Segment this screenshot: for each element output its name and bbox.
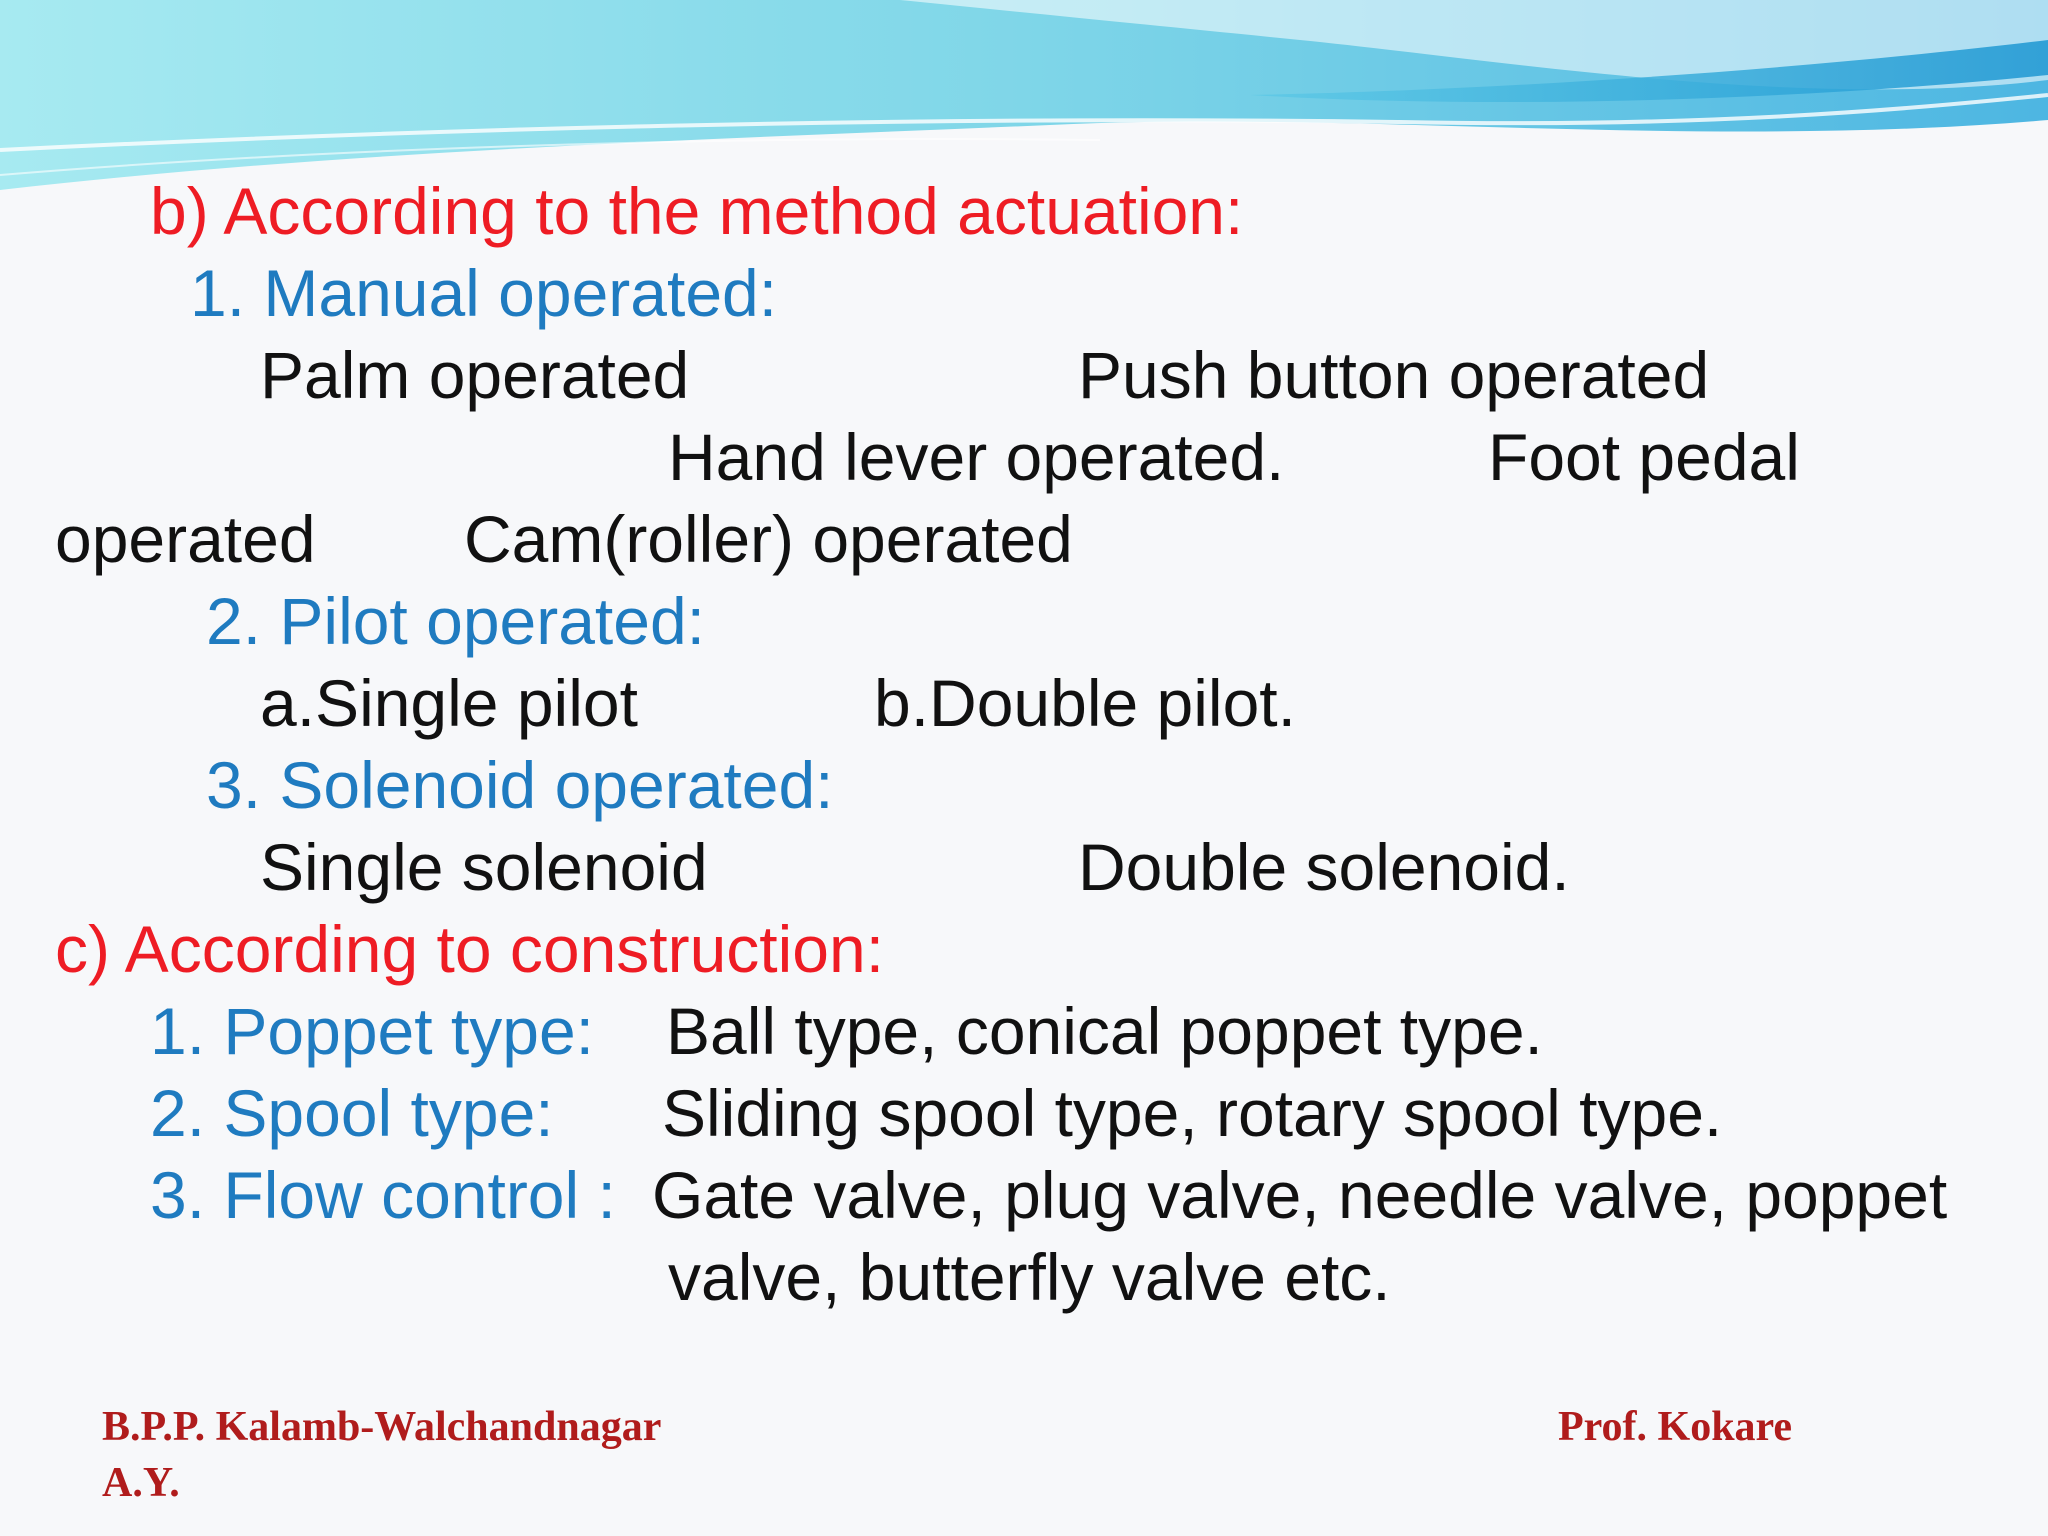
item-double-solenoid: Double solenoid.	[1078, 830, 1570, 904]
item-hand-lever-operated: Hand lever operated.	[668, 420, 1285, 494]
label-flow-control: 3. Flow control :	[150, 1158, 616, 1232]
item-foot-pedal: Foot pedal	[1488, 420, 1800, 494]
item-palm-operated: Palm operated	[260, 338, 690, 412]
item-foot-pedal-continued: operated	[55, 502, 316, 576]
footer-professor: Prof. Kokare	[1558, 1404, 1793, 1450]
item-cam-roller-operated: Cam(roller) operated	[464, 502, 1073, 576]
subheading-solenoid-operated: 3. Solenoid operated:	[206, 748, 834, 822]
item-double-pilot: b.Double pilot.	[874, 666, 1296, 740]
heading-construction: c) According to construction:	[55, 912, 885, 986]
value-flow-control: Gate valve, plug valve, needle valve, poppet	[652, 1158, 1948, 1232]
subheading-manual-operated: 1. Manual operated:	[190, 256, 778, 330]
label-poppet-type: 1. Poppet type:	[150, 994, 594, 1068]
subheading-pilot-operated: 2. Pilot operated:	[206, 584, 705, 658]
value-spool-type: Sliding spool type, rotary spool type.	[662, 1076, 1723, 1150]
label-spool-type: 2. Spool type:	[150, 1076, 554, 1150]
value-flow-control-continued: valve, butterfly valve etc.	[668, 1240, 1391, 1314]
footer-institute: B.P.P. Kalamb-Walchandnagar	[102, 1404, 662, 1450]
item-single-pilot: a.Single pilot	[260, 666, 638, 740]
heading-method-actuation: b) According to the method actuation:	[150, 174, 1244, 248]
value-poppet-type: Ball type, conical poppet type.	[666, 994, 1543, 1068]
item-push-button-operated: Push button operated	[1078, 338, 1710, 412]
item-single-solenoid: Single solenoid	[260, 830, 708, 904]
footer-academic-year: A.Y.	[102, 1460, 180, 1506]
